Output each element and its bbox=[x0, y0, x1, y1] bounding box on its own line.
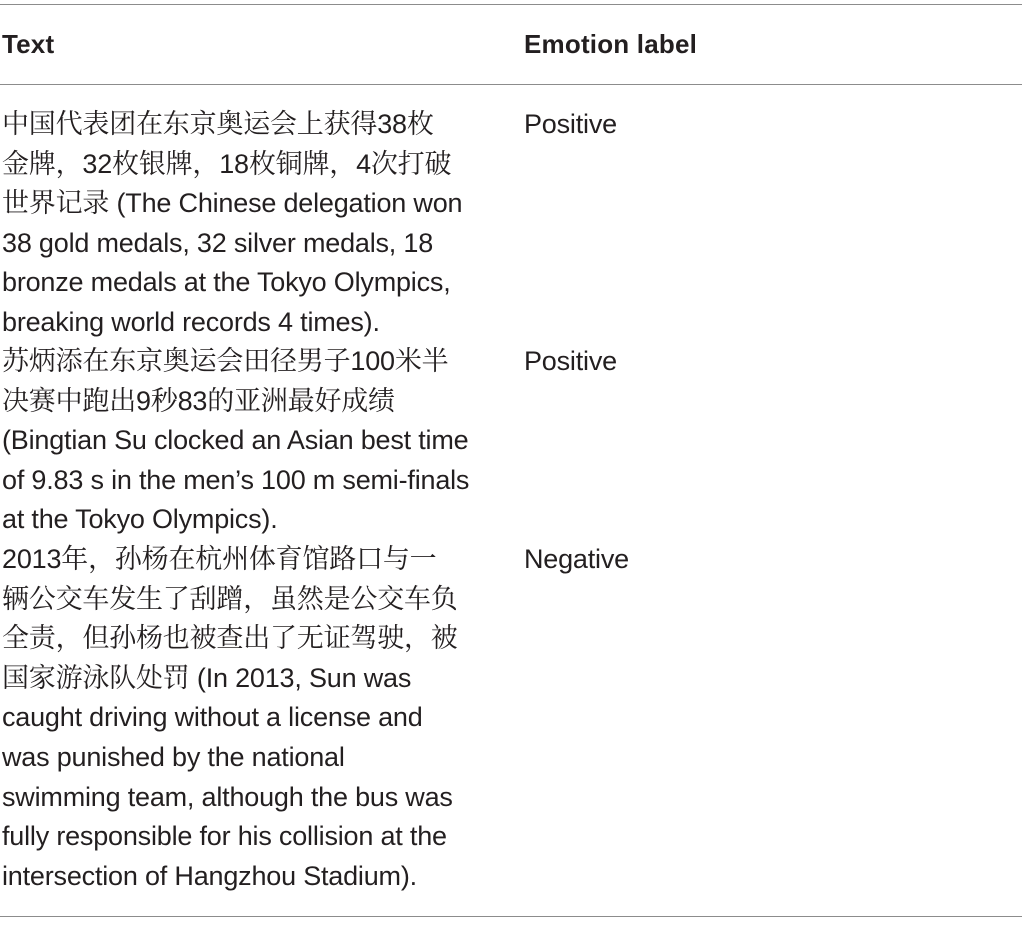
table-bottom-rule bbox=[0, 916, 1022, 917]
row-2-text-line: 苏炳添在东京奥运会田径男子100米半 bbox=[2, 346, 449, 376]
row-3-text-line: 国家游泳队处罚 (In 2013, Sun was bbox=[2, 662, 412, 693]
row-2-label: Positive bbox=[524, 346, 617, 376]
header-emotion-label: Emotion label bbox=[524, 29, 698, 59]
row-1-text-line: 中国代表团在东京奥运会上获得38枚 bbox=[2, 109, 434, 139]
row-2-text-line: of 9.83 s in the men’s 100 m semi-finals bbox=[2, 464, 470, 495]
row-1-text-line: 38 gold medals, 32 silver medals, 18 bbox=[2, 227, 434, 258]
row-1-text-line: 金牌，32枚银牌，18枚铜牌，4次打破 bbox=[2, 148, 452, 179]
table-top-rule bbox=[0, 4, 1022, 5]
row-1-label: Positive bbox=[524, 109, 617, 139]
row-1-text-line: 世界记录 (The Chinese delegation won bbox=[2, 188, 463, 219]
row-3-text bbox=[2, 540, 502, 896]
table-header-rule bbox=[0, 84, 1022, 85]
row-1-text-line: bronze medals at the Tokyo Olympics, bbox=[2, 267, 451, 298]
row-3-text-line: swimming team, although the bus was bbox=[2, 781, 453, 812]
row-2-text bbox=[2, 342, 502, 540]
row-3-text-line: 2013年，孙杨在杭州体育馆路口与一 bbox=[2, 544, 437, 574]
row-2-text-line: (Bingtian Su clocked an Asian best time bbox=[2, 425, 469, 456]
row-1-text bbox=[2, 105, 502, 343]
header-text: Text bbox=[2, 29, 55, 59]
row-3-text-line: caught driving without a license and bbox=[2, 702, 423, 733]
row-3-label: Negative bbox=[524, 544, 629, 574]
row-3-text-line: 辆公交车发生了刮蹭，虽然是公交车负 bbox=[2, 583, 458, 614]
row-3-text-line: 全责，但孙杨也被查出了无证驾驶，被 bbox=[2, 623, 458, 654]
row-3-text-line: was punished by the national bbox=[2, 741, 345, 772]
row-3-text-line: fully responsible for his collision at the bbox=[2, 821, 447, 852]
row-2-text-line: at the Tokyo Olympics). bbox=[2, 504, 278, 535]
row-3-text-line: intersection of Hangzhou Stadium). bbox=[2, 860, 417, 891]
row-1-text-line: breaking world records 4 times). bbox=[2, 306, 380, 337]
row-2-text-line: 决赛中跑出9秒83的亚洲最好成绩 bbox=[2, 385, 395, 416]
